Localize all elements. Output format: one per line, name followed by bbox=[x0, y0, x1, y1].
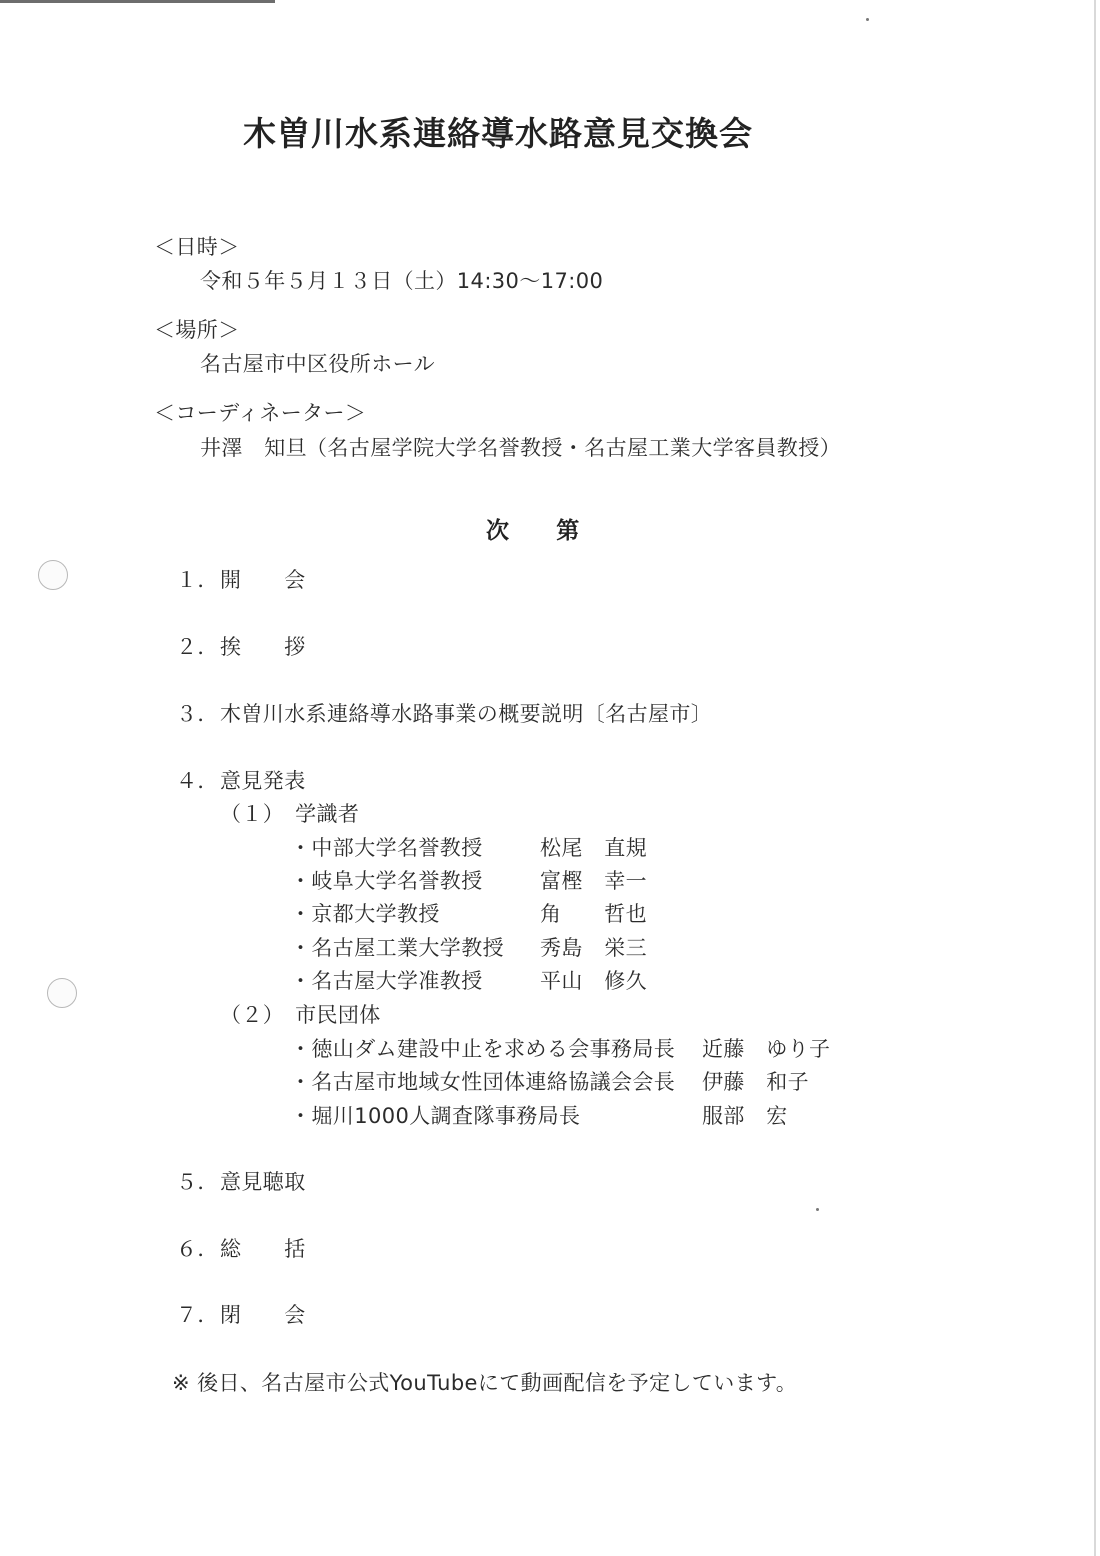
agenda-item-number: ４． bbox=[176, 769, 219, 793]
speaker-role: ・名古屋大学准教授 bbox=[290, 969, 483, 993]
page-edge bbox=[1094, 0, 1096, 1556]
venue-label: ＜場所＞ bbox=[154, 318, 240, 342]
agenda-item-closing: 閉 会 bbox=[220, 1303, 306, 1327]
experts-group-label: （１） 学識者 bbox=[220, 802, 360, 826]
speaker-name: 服部 宏 bbox=[702, 1104, 788, 1128]
agenda-heading: 次 第 bbox=[486, 518, 580, 544]
document-title: 木曽川水系連絡導水路意見交換会 bbox=[243, 114, 753, 153]
agenda-item-number: ５． bbox=[176, 1170, 219, 1194]
scan-speck bbox=[866, 18, 869, 21]
agenda-item-number: １． bbox=[176, 568, 219, 592]
speaker-role: ・堀川1000人調査隊事務局長 bbox=[290, 1104, 581, 1128]
scan-speck bbox=[816, 1208, 819, 1211]
footnote: ※ 後日、名古屋市公式YouTubeにて動画配信を予定しています。 bbox=[172, 1371, 798, 1395]
coordinator-name: 井澤 知旦 bbox=[200, 436, 307, 460]
agenda-item-opinions: 意見発表 bbox=[220, 769, 306, 793]
scan-artifact-line bbox=[0, 0, 275, 3]
datetime-value: 令和５年５月１３日（土）14:30～17:00 bbox=[200, 269, 604, 293]
speaker-name: 近藤 ゆり子 bbox=[702, 1037, 831, 1061]
speaker-role: ・京都大学教授 bbox=[290, 902, 440, 926]
speaker-role: ・徳山ダム建設中止を求める会事務局長 bbox=[290, 1037, 676, 1061]
speaker-name: 角 哲也 bbox=[540, 902, 647, 926]
speaker-role: ・岐阜大学名誉教授 bbox=[290, 869, 483, 893]
citizens-group-label: （２） 市民団体 bbox=[220, 1003, 381, 1027]
speaker-name: 平山 修久 bbox=[540, 969, 647, 993]
agenda-item-greeting: 挨 拶 bbox=[220, 635, 306, 659]
agenda-item-summary: 総 括 bbox=[220, 1237, 306, 1261]
speaker-name: 富樫 幸一 bbox=[540, 869, 647, 893]
agenda-item-project-overview: 木曽川水系連絡導水路事業の概要説明〔名古屋市〕 bbox=[220, 702, 713, 726]
agenda-item-number: ３． bbox=[176, 702, 219, 726]
punch-hole bbox=[47, 978, 77, 1008]
coordinator-label: ＜コーディネーター＞ bbox=[154, 401, 367, 425]
agenda-item-number: ２． bbox=[176, 635, 219, 659]
agenda-item-number: ７． bbox=[176, 1303, 219, 1327]
speaker-role: ・名古屋工業大学教授 bbox=[290, 936, 504, 960]
punch-hole bbox=[38, 560, 68, 590]
speaker-role: ・名古屋市地域女性団体連絡協議会会長 bbox=[290, 1070, 676, 1094]
datetime-label: ＜日時＞ bbox=[154, 235, 240, 259]
speaker-name: 松尾 直規 bbox=[540, 836, 647, 860]
venue-value: 名古屋市中区役所ホール bbox=[200, 352, 435, 376]
speaker-role: ・中部大学名誉教授 bbox=[290, 836, 483, 860]
coordinator-affiliation: （名古屋学院大学名誉教授・名古屋工業大学客員教授） bbox=[306, 436, 841, 460]
agenda-item-hearing: 意見聴取 bbox=[220, 1170, 306, 1194]
agenda-item-opening: 開 会 bbox=[220, 568, 306, 592]
agenda-item-number: ６． bbox=[176, 1237, 219, 1261]
speaker-name: 秀島 栄三 bbox=[540, 936, 647, 960]
speaker-name: 伊藤 和子 bbox=[702, 1070, 809, 1094]
